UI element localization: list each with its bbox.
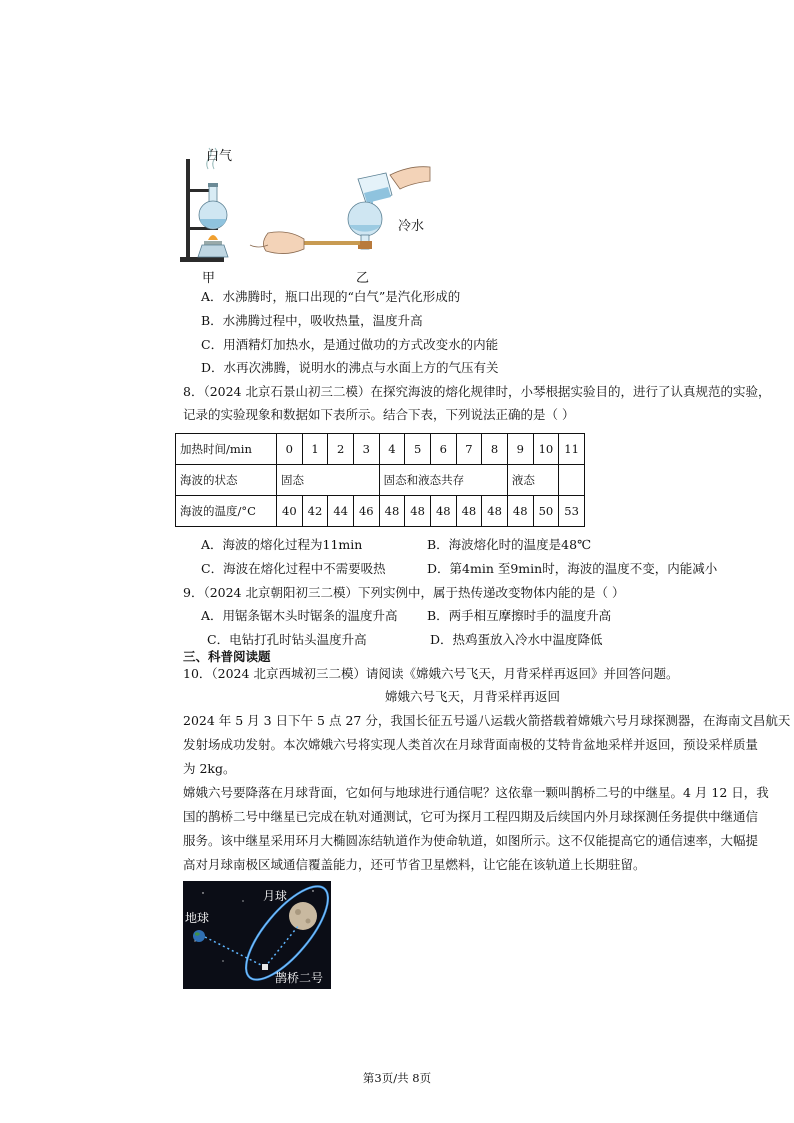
label-earth: 地球 [185,911,210,925]
q7-option-a: A．水沸腾时，瓶口出现的“白气”是汽化形成的 [201,289,461,304]
q8-option-c: C．海波在熔化过程中不需要吸热 [201,561,386,576]
q8-option-b: B．海波熔化时的温度是48℃ [427,537,592,552]
para1-line2: 发射场成功发射。本次嫦娥六号将实现人类首次在月球背面南极的艾特肯盆地采样并返回，预设采样质量 [183,737,759,752]
table-cell: 48 [430,496,456,527]
label-lengshui: 冷水 [398,219,425,234]
table-cell: 48 [379,496,405,527]
table-row-time [176,434,585,465]
q10-stem: 10．（2024 北京西城初三二模）请阅读《嫦娥六号飞天，月背采样再返回》并回答问题。 [183,666,679,681]
page-number: 第3页/共 8页 [362,1071,432,1085]
q9-option-a: A．用锯条锯木头时锯条的温度升高 [201,608,398,623]
q7-option-c: C．用酒精灯加热水，是通过做功的方式改变水的内能 [201,337,499,352]
q9-option-d: D．热鸡蛋放入冷水中温度降低 [430,632,603,647]
q8-option-a: A．海波的熔化过程为11min [201,537,363,552]
table-cell-liquid: 液态 [507,465,558,496]
table-header-state: 海波的状态 [176,465,277,496]
table-header-time: 加热时间/min [176,434,277,465]
table-cell: 48 [482,496,508,527]
table-cell: 1 [302,434,328,465]
table-cell: 8 [482,434,508,465]
table-cell: 48 [456,496,482,527]
table-cell: 40 [277,496,303,527]
table-header-temp: 海波的温度/°C [176,496,277,527]
table-cell-solid: 固态 [277,465,380,496]
table-cell: 3 [353,434,379,465]
table-cell: 46 [353,496,379,527]
table-cell: 9 [507,434,533,465]
table-cell: 0 [277,434,303,465]
para2-line4: 高对月球南极区域通信覆盖能力，还可节省卫星燃料，让它能在该轨道上长期驻留。 [183,857,646,872]
q7-option-d: D．水再次沸腾，说明水的沸点与水面上方的气压有关 [201,360,499,375]
para2-line2: 国的鹊桥二号中继星已完成在轨对通测试，它可为探月工程四期及后续国内外月球探测任务提供中继通信 [183,809,759,824]
table-cell: 53 [559,496,585,527]
para1-line1: 2024 年 5 月 3 日下午 5 点 27 分，我国长征五号遥八运载火箭搭载着嫦娥六号月球探测器，在海南文昌航天 [183,713,791,728]
table-cell: 2 [328,434,354,465]
para2-line1: 嫦娥六号要降落在月球背面，它如何与地球进行通信呢？这依靠一颗叫鹊桥二号的中继星。4 月 12 日，我 [183,785,769,800]
section-title: 三、科普阅读题 [183,649,271,664]
boiling-experiment-figure [180,145,440,285]
label-jia: 甲 [202,271,216,286]
table-cell: 48 [507,496,533,527]
label-yi: 乙 [356,271,370,286]
table-row-state [176,465,585,496]
table-cell: 42 [302,496,328,527]
q8-option-d: D．第4min 至9min时，海波的温度不变，内能减小 [427,561,718,576]
label-baiqi: 白气 [206,149,233,164]
table-cell: 11 [559,434,585,465]
q9-stem: 9．（2024 北京朝阳初三二模）下列实例中，属于热传递改变物体内能的是（ ） [183,585,625,600]
table-cell: 50 [533,496,559,527]
haibo-melting-table [175,433,585,527]
table-cell: 6 [430,434,456,465]
label-moon: 月球 [263,889,288,903]
relay-orbit-figure [183,881,331,989]
table-row-temp [176,496,585,527]
table-cell: 5 [405,434,431,465]
q9-option-b: B．两手相互摩擦时手的温度升高 [427,608,612,623]
table-cell: 48 [405,496,431,527]
table-cell: 7 [456,434,482,465]
para2-line3: 服务。该中继星采用环月大椭圆冻结轨道作为使命轨道，如图所示。这不仅能提高它的通信速率，大幅提 [183,833,759,848]
para1-line3: 为 2kg。 [183,761,236,776]
article-title: 嫦娥六号飞天，月背采样再返回 [385,689,561,704]
q7-option-b: B．水沸腾过程中，吸收热量，温度升高 [201,313,423,328]
table-cell: 4 [379,434,405,465]
q8-stem-line2: 记录的实验现象和数据如下表所示。结合下表，下列说法正确的是（ ） [183,407,575,422]
label-relay: 鹊桥二号 [275,971,324,985]
table-cell: 44 [328,496,354,527]
table-cell: 10 [533,434,559,465]
table-cell-empty [559,465,585,496]
table-cell-mixed: 固态和液态共存 [379,465,507,496]
q9-option-c: C．电钻打孔时钻头温度升高 [207,632,367,647]
q8-stem-line1: 8．（2024 北京石景山初三二模）在探究海波的熔化规律时，小琴根据实验目的，进行了认真规范的实验， [183,384,771,399]
